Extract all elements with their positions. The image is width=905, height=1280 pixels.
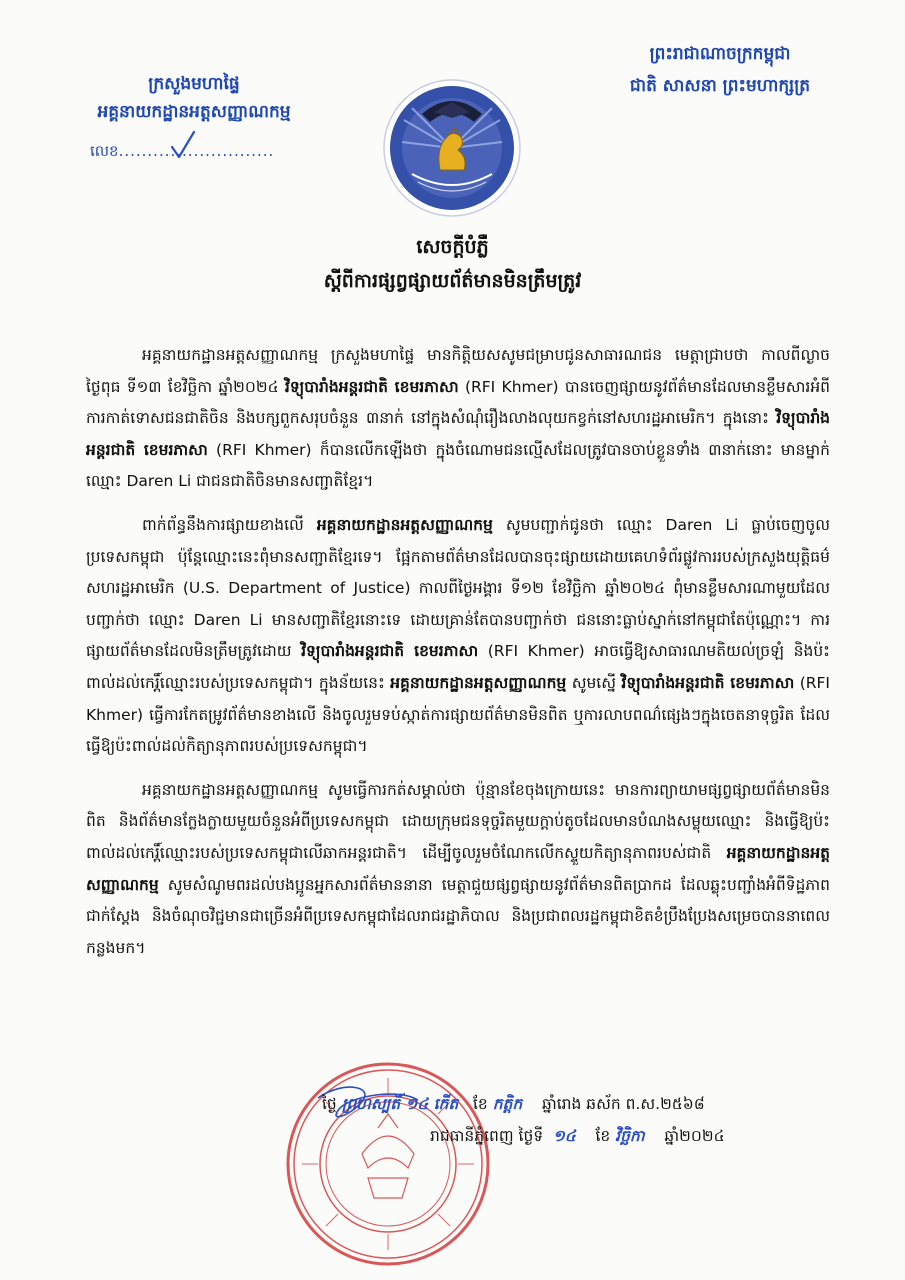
text-segment: សូមបញ្ជាក់ជូនថា ឈ្មោះ Daren Li ធ្លាប់ចេញចូលប្រទេសកម្ពុជា ប៉ុន្តែឈ្មោះនេះពុំមានសញ្ជាតិខ្មែរទេ។ ផ្អែកតាមព័ត៌មានដែលបានចុះផ្សាយដោយគេហទំព័រផ្លូវការរបស់ក្រសួងយុត្តិធម៌ សហរដ្ឋអាមេរិក (U.S. Department of Justice) កាលពីថ្ងៃអង្គារ ទី១២ ខែវិច្ឆិកា ឆ្នាំ២០២៤ ពុំមានខ្លឹមសារណាមួយដែលបញ្ជាក់ថា ឈ្មោះ Daren Li មានសញ្ជាតិខ្មែរនោះទេ ដោយគ្រាន់តែបានបញ្ជាក់ថា ជននោះធ្លាប់ស្នាក់នៅកម្ពុជាតែប៉ុណ្ណោះ។ ការផ្សាយព័ត៌មានដែលមិនត្រឹមត្រូវដោយ <box>86 515 830 661</box>
text-segment: អគ្គនាយកដ្ឋានអត្តសញ្ញាណកម្ម សូមធ្វើការកត់សម្គាល់ថា ប៉ុន្មានខែចុងក្រោយនេះ មានការព្យាយាមផ្សព្វផ្សាយព័ត៌មានមិនពិត និងព័ត៌មានក្លែងក្លាយមួយចំនួនអំពីប្រទេសកម្ពុជា ដោយក្រុមជនទុច្ចរិតមួយក្តាប់តូចដែលមានបំណងសម្លុយឈ្មោះ និងធ្វើឱ្យប៉ះពាល់ដល់កេរ្តិ៍ឈ្មោះរបស់ប្រទេសកម្ពុជាលើឆាកអន្តរជាតិ។ ដើម្បីចូលរួមចំណែកលើកស្ទួយកិត្យានុភាពរបស់ជាតិ <box>86 780 830 862</box>
lunar-year: ឆ្នាំរោង ឆស័ក ព.ស.២៥៦៨ <box>541 1095 705 1113</box>
lunar-date <box>322 1094 705 1117</box>
check-mark-icon <box>170 130 196 160</box>
body-paragraph <box>86 510 830 763</box>
solar-day-handwritten: ១៤ <box>553 1127 576 1145</box>
title-line-1: សេចក្តីបំភ្លឺ <box>416 236 489 258</box>
document-title <box>0 230 905 298</box>
text-segment: (RFI Khmer) ធ្វើការកែតម្រូវព័ត៌មានខាងលើ និងចូលរួមទប់ស្កាត់ការផ្សាយព័ត៌មានមិនពិត ឬការលាបពណ៌ផ្សេងៗក្នុងចេតនាទុច្ចរិត ដែលធ្វើឱ្យប៉ះពាល់ដល់កិត្យានុភាពរបស់ប្រទេសកម្ពុជា។ <box>86 673 830 756</box>
bold-text-segment: វិទ្យុបារាំងអន្តរជាតិ ខេមរភាសា <box>301 642 479 661</box>
ministry-name: ក្រសួងមហាផ្ទៃ <box>148 74 240 94</box>
lunar-date-prefix: ថ្ងៃ <box>322 1095 337 1113</box>
bold-text-segment: អគ្គនាយកដ្ឋានអត្តសញ្ញាណកម្ម <box>86 843 830 894</box>
text-segment: សូមសំណូមពរដល់បងប្អូនអ្នកសារព័ត៌មាននានា មេត្តាជួយផ្សព្វផ្សាយនូវព័ត៌មានពិតប្រាកដ ដែលឆ្លុះបញ្ជាំងអំពីទិដ្ឋភាពជាក់ស្តែង និងចំណុចវិជ្ជមានជាច្រើនអំពីប្រទេសកម្ពុជាដែលរាជរដ្ឋាភិបាល និងប្រជាពលរដ្ឋកម្ពុជាខិតខំប្រឹងប្រែងសម្រេចបាននាពេលកន្លងមក។ <box>86 875 830 957</box>
kingdom-header <box>595 38 845 102</box>
solar-year: ឆ្នាំ២០២៤ <box>664 1127 725 1145</box>
body-paragraph <box>86 775 830 965</box>
solar-month-handwritten: វិច្ឆិកា <box>615 1127 645 1145</box>
lunar-month-label: ខែ <box>473 1095 488 1113</box>
text-segment: អគ្គនាយកដ្ឋានអត្តសញ្ញាណកម្ម ក្រសួងមហាផ្ទៃ មានកិត្តិយសសូមជម្រាបជូនសាធារណជន មេត្តាជ្រាបថា កាលពីល្ងាចថ្ងៃពុធ ទី១៣ ខែវិច្ឆិកា ឆ្នាំ២០២៤ <box>86 346 830 396</box>
text-segment: សូមស្នើ <box>566 673 622 692</box>
national-motto: ជាតិ សាសនា ព្រះមហាក្សត្រ <box>629 76 811 96</box>
reference-dots: ........................... <box>118 142 275 160</box>
lunar-month-handwritten: កត្តិក <box>492 1095 523 1113</box>
bold-text-segment: អគ្គនាយកដ្ឋានអត្តសញ្ញាណកម្ម <box>316 515 493 534</box>
reference-label: លេខ <box>90 142 119 160</box>
identification-department-emblem-icon <box>382 78 522 218</box>
title-line-2: ស្តីពីការផ្សព្វផ្សាយព័ត៌មានមិនត្រឹមត្រូវ <box>323 270 582 292</box>
solar-month-label: ខែ <box>595 1127 611 1145</box>
text-segment: (RFI Khmer) អាចធ្វើឱ្យសាធារណមតិយល់ច្រឡំ និងប៉ះពាល់ដល់កេរ្តិ៍ឈ្មោះរបស់ប្រទេសកម្ពុជា។ ក្នុងន័យនេះ <box>86 642 830 692</box>
document-body <box>86 340 830 976</box>
lunar-day-handwritten: ព្រហស្បតិ៍ ១៤ កើត <box>341 1095 459 1113</box>
issuer-header <box>64 70 324 126</box>
bold-text-segment: អគ្គនាយកដ្ឋានអត្តសញ្ញាណកម្ម <box>390 673 567 692</box>
kingdom-name: ព្រះរាជាណាចក្រកម្ពុជា <box>649 44 791 64</box>
bold-text-segment: វិទ្យុបារាំងអន្តរជាតិ ខេមរភាសា <box>621 673 795 692</box>
solar-date-place: រាជធានីភ្នំពេញ ថ្ងៃទី <box>430 1127 544 1145</box>
department-name: អគ្គនាយកដ្ឋានអត្តសញ្ញាណកម្ម <box>97 102 291 122</box>
text-segment: (RFI Khmer) ក៏បានលើកឡើងថា ក្នុងចំណោមជនល្មើសដែលត្រូវបានចាប់ខ្លួនទាំង ៣នាក់នោះ មានម្នាក់ឈ្មោះ Daren Li ជាជនជាតិចិនមានសញ្ជាតិខ្មែរ។ <box>86 440 830 491</box>
bold-text-segment: វិទ្យុបារាំងអន្តរជាតិ ខេមរភាសា <box>86 409 830 459</box>
solar-date <box>430 1126 725 1149</box>
bold-text-segment: វិទ្យុបារាំងអន្តរជាតិ ខេមរភាសា <box>284 377 459 396</box>
text-segment: (RFI Khmer) បានចេញផ្សាយនូវព័ត៌មានដែលមានខ្លឹមសារអំពីការកាត់ទោសជនជាតិចិន និងបក្សពួកសរុបចំនួន ៣នាក់ នៅក្នុងសំណុំរឿងលាងលុយកខ្វក់នៅសហរដ្ឋអាមេរិក។ ក្នុងនោះ <box>86 377 831 428</box>
text-segment: ពាក់ព័ន្ធនឹងការផ្សាយខាងលើ <box>142 515 317 534</box>
body-paragraph <box>86 340 830 498</box>
